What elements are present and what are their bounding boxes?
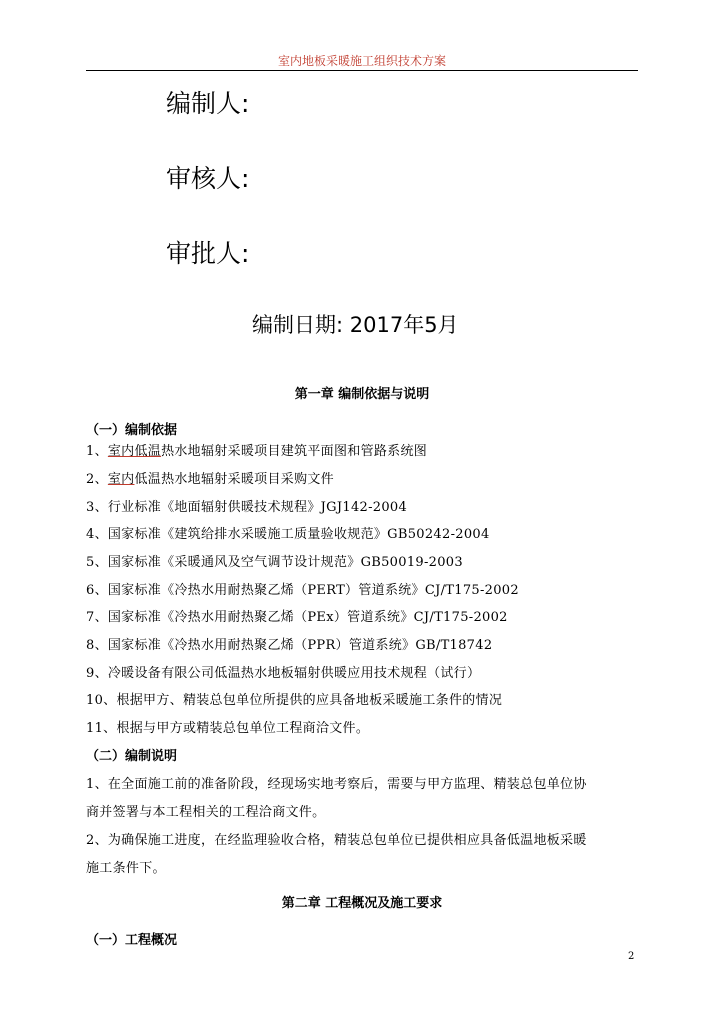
running-header: 室内地板采暖施工组织技术方案 xyxy=(277,54,446,68)
compile-date: 编制日期: 2017年5月 xyxy=(252,313,459,337)
basis-item-1-number: 1、 xyxy=(86,444,108,459)
page-number: 2 xyxy=(628,951,635,962)
notes-line-4: 施工条件下。 xyxy=(86,861,166,876)
section-compilation-notes: （二）编制说明 xyxy=(86,749,178,764)
basis-item-1 xyxy=(86,440,427,459)
basis-item-1-text: 热水地辐射采暖项目建筑平面图和管路系统图 xyxy=(161,444,428,459)
section-compilation-basis: （一）编制依据 xyxy=(86,423,178,438)
basis-item-6: 6、国家标准《冷热水用耐热聚乙烯（PERT）管道系统》CJ/T175-2002 xyxy=(86,583,519,598)
basis-item-10: 10、根据甲方、精装总包单位所提供的应具备地板采暖施工条件的情况 xyxy=(86,693,503,708)
header-rule xyxy=(86,70,638,71)
basis-item-8: 8、国家标准《冷热水用耐热聚乙烯（PPR）管道系统》GB/T18742 xyxy=(86,638,493,653)
basis-item-2-number: 2、 xyxy=(86,472,108,487)
basis-item-9: 9、冷暖设备有限公司低温热水地板辐射供暖应用技术规程（试行） xyxy=(86,666,481,681)
basis-item-1-underlined: 室内低温 xyxy=(107,444,162,459)
notes-line-1: 1、在全面施工前的准备阶段，经现场实地考察后，需要与甲方监理、精装总包单位协 xyxy=(86,777,587,792)
notes-line-3: 2、为确保施工进度，在经监理验收合格，精装总包单位已提供相应具备低温地板采暖 xyxy=(86,833,587,848)
notes-line-2: 商并签署与本工程相关的工程洽商文件。 xyxy=(86,805,326,820)
section-project-overview: （一）工程概况 xyxy=(86,933,178,948)
basis-item-7: 7、国家标准《冷热水用耐热聚乙烯（PEx）管道系统》CJ/T175-2002 xyxy=(86,610,508,625)
chapter-1-title: 第一章 编制依据与说明 xyxy=(294,387,430,402)
basis-item-4: 4、国家标准《建筑给排水采暖施工质量验收规范》GB50242-2004 xyxy=(86,527,490,542)
approver-signature-label: 审批人: xyxy=(166,239,250,268)
basis-item-2 xyxy=(86,468,334,487)
basis-item-5: 5、国家标准《采暖通风及空气调节设计规范》GB50019-2003 xyxy=(86,555,463,570)
basis-item-3: 3、行业标准《地面辐射供暖技术规程》JGJ142-2004 xyxy=(86,500,408,515)
basis-item-11: 11、根据与甲方或精装总包单位工程商洽文件。 xyxy=(86,721,370,736)
basis-item-2-underlined: 室内 xyxy=(107,472,135,487)
reviewer-signature-label: 审核人: xyxy=(166,164,250,193)
editor-signature-label: 编制人: xyxy=(166,89,250,118)
chapter-2-title: 第二章 工程概况及施工要求 xyxy=(281,896,443,911)
basis-item-2-text: 低温热水地辐射采暖项目采购文件 xyxy=(134,472,334,487)
